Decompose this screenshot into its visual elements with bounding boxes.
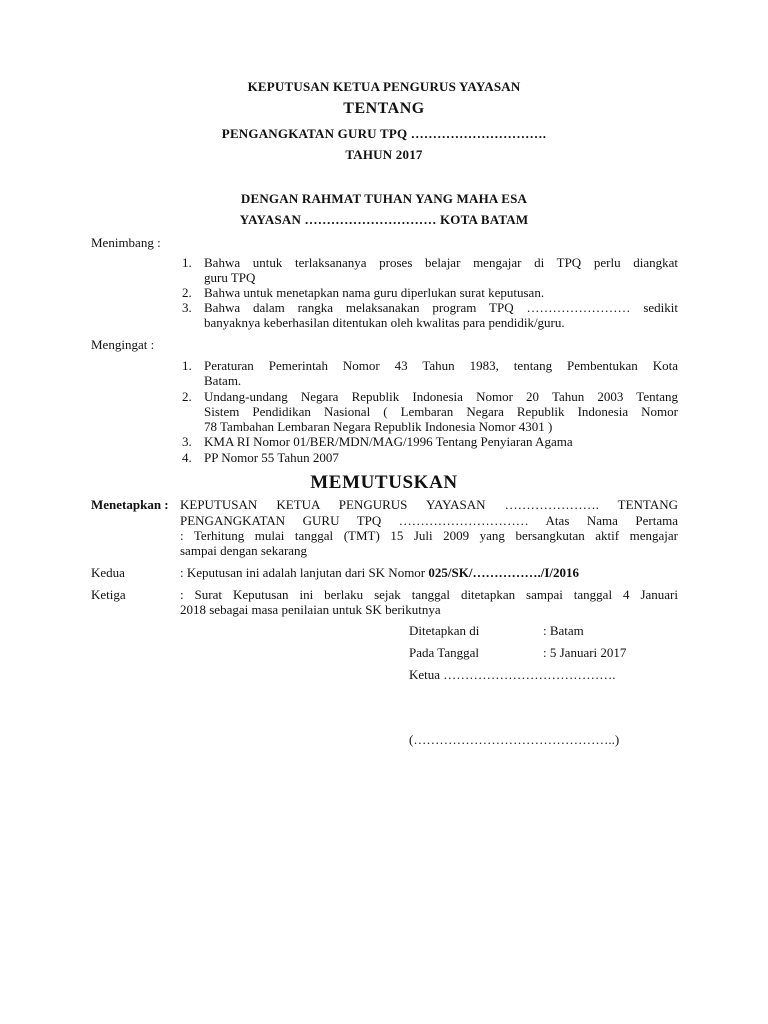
menetapkan-text: sampai dengan sekarang [180,543,308,558]
ketiga-text: : Surat Keputusan ini berlaku sejak tanggal ditetapkan sampai tanggal 4 Januari [180,587,678,602]
list-number: 3. [182,300,192,315]
menetapkan-text: : Terhitung mulai tanggal (TMT) 15 Juli 2009 yang bersangkutan aktif mengajar [180,528,678,543]
list-text: Bahwa untuk terlaksananya proses belajar mengajar di TPQ perlu diangkat [204,255,678,270]
list-text: Undang-undang Negara Republik Indonesia Nomor 20 Tahun 2003 Tentang [204,389,678,404]
list-text: PP Nomor 55 Tahun 2007 [204,450,339,465]
list-text: Sistem Pendidikan Nasional ( Lembaran Negara Republik Indonesia Nomor [204,404,678,419]
menimbang-label: Menimbang : [91,235,161,250]
kedua-sk-number: 025/SK/……………./I/2016 [428,565,579,580]
kedua-text-plain: : Keputusan ini adalah lanjutan dari SK Nomor [180,565,429,580]
doc-invocation: DENGAN RAHMAT TUHAN YANG MAHA ESA [240,191,528,206]
ditetapkan-value: : Batam [543,623,584,638]
doc-foundation: YAYASAN ………………………… KOTA BATAM [239,212,529,227]
menetapkan-text: PENGANGKATAN GURU TPQ ………………………… Atas Nama Pertama [180,513,678,528]
memutuskan-title: MEMUTUSKAN [310,472,458,493]
mengingat-label: Mengingat : [91,337,155,352]
list-text: Bahwa untuk menetapkan nama guru diperlukan surat keputusan. [204,285,545,300]
ketiga-text: 2018 sebagai masa penilaian untuk SK berikutnya [180,602,441,617]
ketiga-label: Ketiga [91,587,126,602]
kedua-text [180,565,678,580]
ditetapkan-label: Ditetapkan di [409,623,480,638]
doc-title-year: TAHUN 2017 [345,147,423,162]
doc-title-tentang: TENTANG [343,100,425,117]
list-number: 2. [182,285,192,300]
menetapkan-label: Menetapkan : [91,497,169,512]
ketua-line: Ketua …………………………………. [409,667,616,682]
tanggal-label: Pada Tanggal [409,645,479,660]
list-text: 78 Tambahan Lembaran Negara Republik Indonesia Nomor 4301 ) [204,419,553,434]
list-number: 2. [182,389,192,404]
list-text: Batam. [204,373,242,388]
tanggal-value: : 5 Januari 2017 [543,645,627,660]
doc-title-line1: KEPUTUSAN KETUA PENGURUS YAYASAN [247,79,521,94]
list-number: 1. [182,358,192,373]
kedua-label: Kedua [91,565,125,580]
list-text: KMA RI Nomor 01/BER/MDN/MAG/1996 Tentang Penyiaran Agama [204,434,573,449]
list-text: Bahwa dalam rangka melaksanakan program TPQ …………………… sedikit [204,300,678,315]
signature-name-placeholder: (………………………………………..) [409,732,620,747]
list-number: 4. [182,450,192,465]
list-text: guru TPQ [204,270,256,285]
list-number: 1. [182,255,192,270]
list-number: 3. [182,434,192,449]
menetapkan-text: KEPUTUSAN KETUA PENGURUS YAYASAN …………………. TENTANG [180,497,678,512]
list-text: Peraturan Pemerintah Nomor 43 Tahun 1983, tentang Pembentukan Kota [204,358,678,373]
doc-title-subject: PENGANGKATAN GURU TPQ …………………………. [221,126,547,141]
list-text: banyaknya keberhasilan ditentukan oleh kwalitas para pendidik/guru. [204,315,565,330]
